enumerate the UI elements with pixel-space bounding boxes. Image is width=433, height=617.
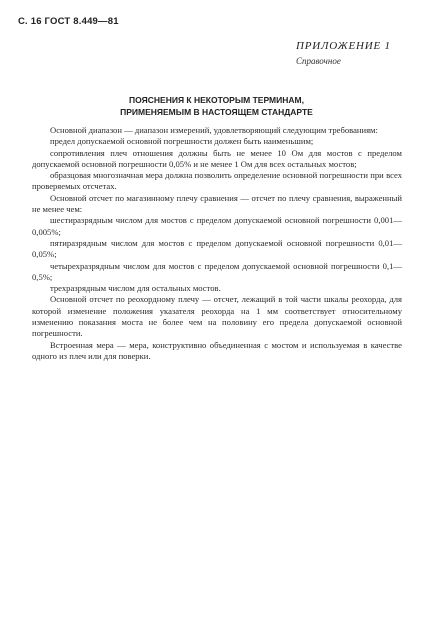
appendix-title: ПРИЛОЖЕНИЕ 1: [296, 40, 391, 52]
section-title-line-2: ПРИМЕНЯЕМЫМ В НАСТОЯЩЕМ СТАНДАРТЕ: [120, 107, 313, 117]
appendix-block: [296, 40, 406, 66]
paragraph-main-reading-decade: Основной отсчет по магазинному плечу сравнения — отсчет по плечу сравнения, выраженный не менее чем:: [32, 192, 402, 215]
paragraph-error-limit: предел допускаемой основной погрешности должен быть наименьшим;: [50, 136, 314, 147]
paragraph-four-digit: четырехразрядным числом для мостов с пределом допускаемой основной погрешности 0,1—0,5%;: [32, 260, 402, 282]
paragraph-five-digit: пятиразрядным числом для мостов с пределом допускаемой основной погрешности 0,01—0,05%;: [32, 237, 402, 260]
paragraph-six-digit: шестиразрядным числом для мостов с пределом допускаемой основной погрешности 0,001—0,005%;: [32, 215, 402, 237]
paragraph-main-range: Основной диапазон — диапазон измерений, удовлетворяющий следующим требованиям:: [50, 125, 378, 135]
body-text: [32, 125, 402, 362]
section-title: [0, 94, 433, 118]
running-header: С. 16 ГОСТ 8.449—81: [18, 16, 119, 27]
paragraph-main-reading-slidewire: Основной отсчет по реохордному плечу — отсчет, лежащий в той части шкалы реохорда, для которой изменение положения указателя реохорда на 1 мм соответствует относительному изменению показания моста не более чем на половину его предела допускаемой основной погрешности.: [32, 294, 402, 339]
paragraph-built-in-measure: Встроенная мера — мера, конструктивно объединенная с мостом и используемая в качестве одного из плеч или для поверки.: [32, 339, 402, 361]
paragraph-arm-resistance: сопротивления плеч отношения должны быть не менее 10 Ом для мостов с пределом допускаемой основной погрешности 0,05% и не менее 1 Ом для всех остальных мостов;: [32, 147, 402, 169]
paragraph-three-digit: трехразрядным числом для остальных мостов.: [50, 283, 221, 294]
appendix-subtitle: Справочное: [296, 56, 341, 66]
paragraph-reference-measure: образцовая многозначная мера должна позволить определение основной погрешности при всех проверяемых отсчетах.: [32, 170, 402, 192]
section-title-line-1: ПОЯСНЕНИЯ К НЕКОТОРЫМ ТЕРМИНАМ,: [129, 95, 304, 105]
